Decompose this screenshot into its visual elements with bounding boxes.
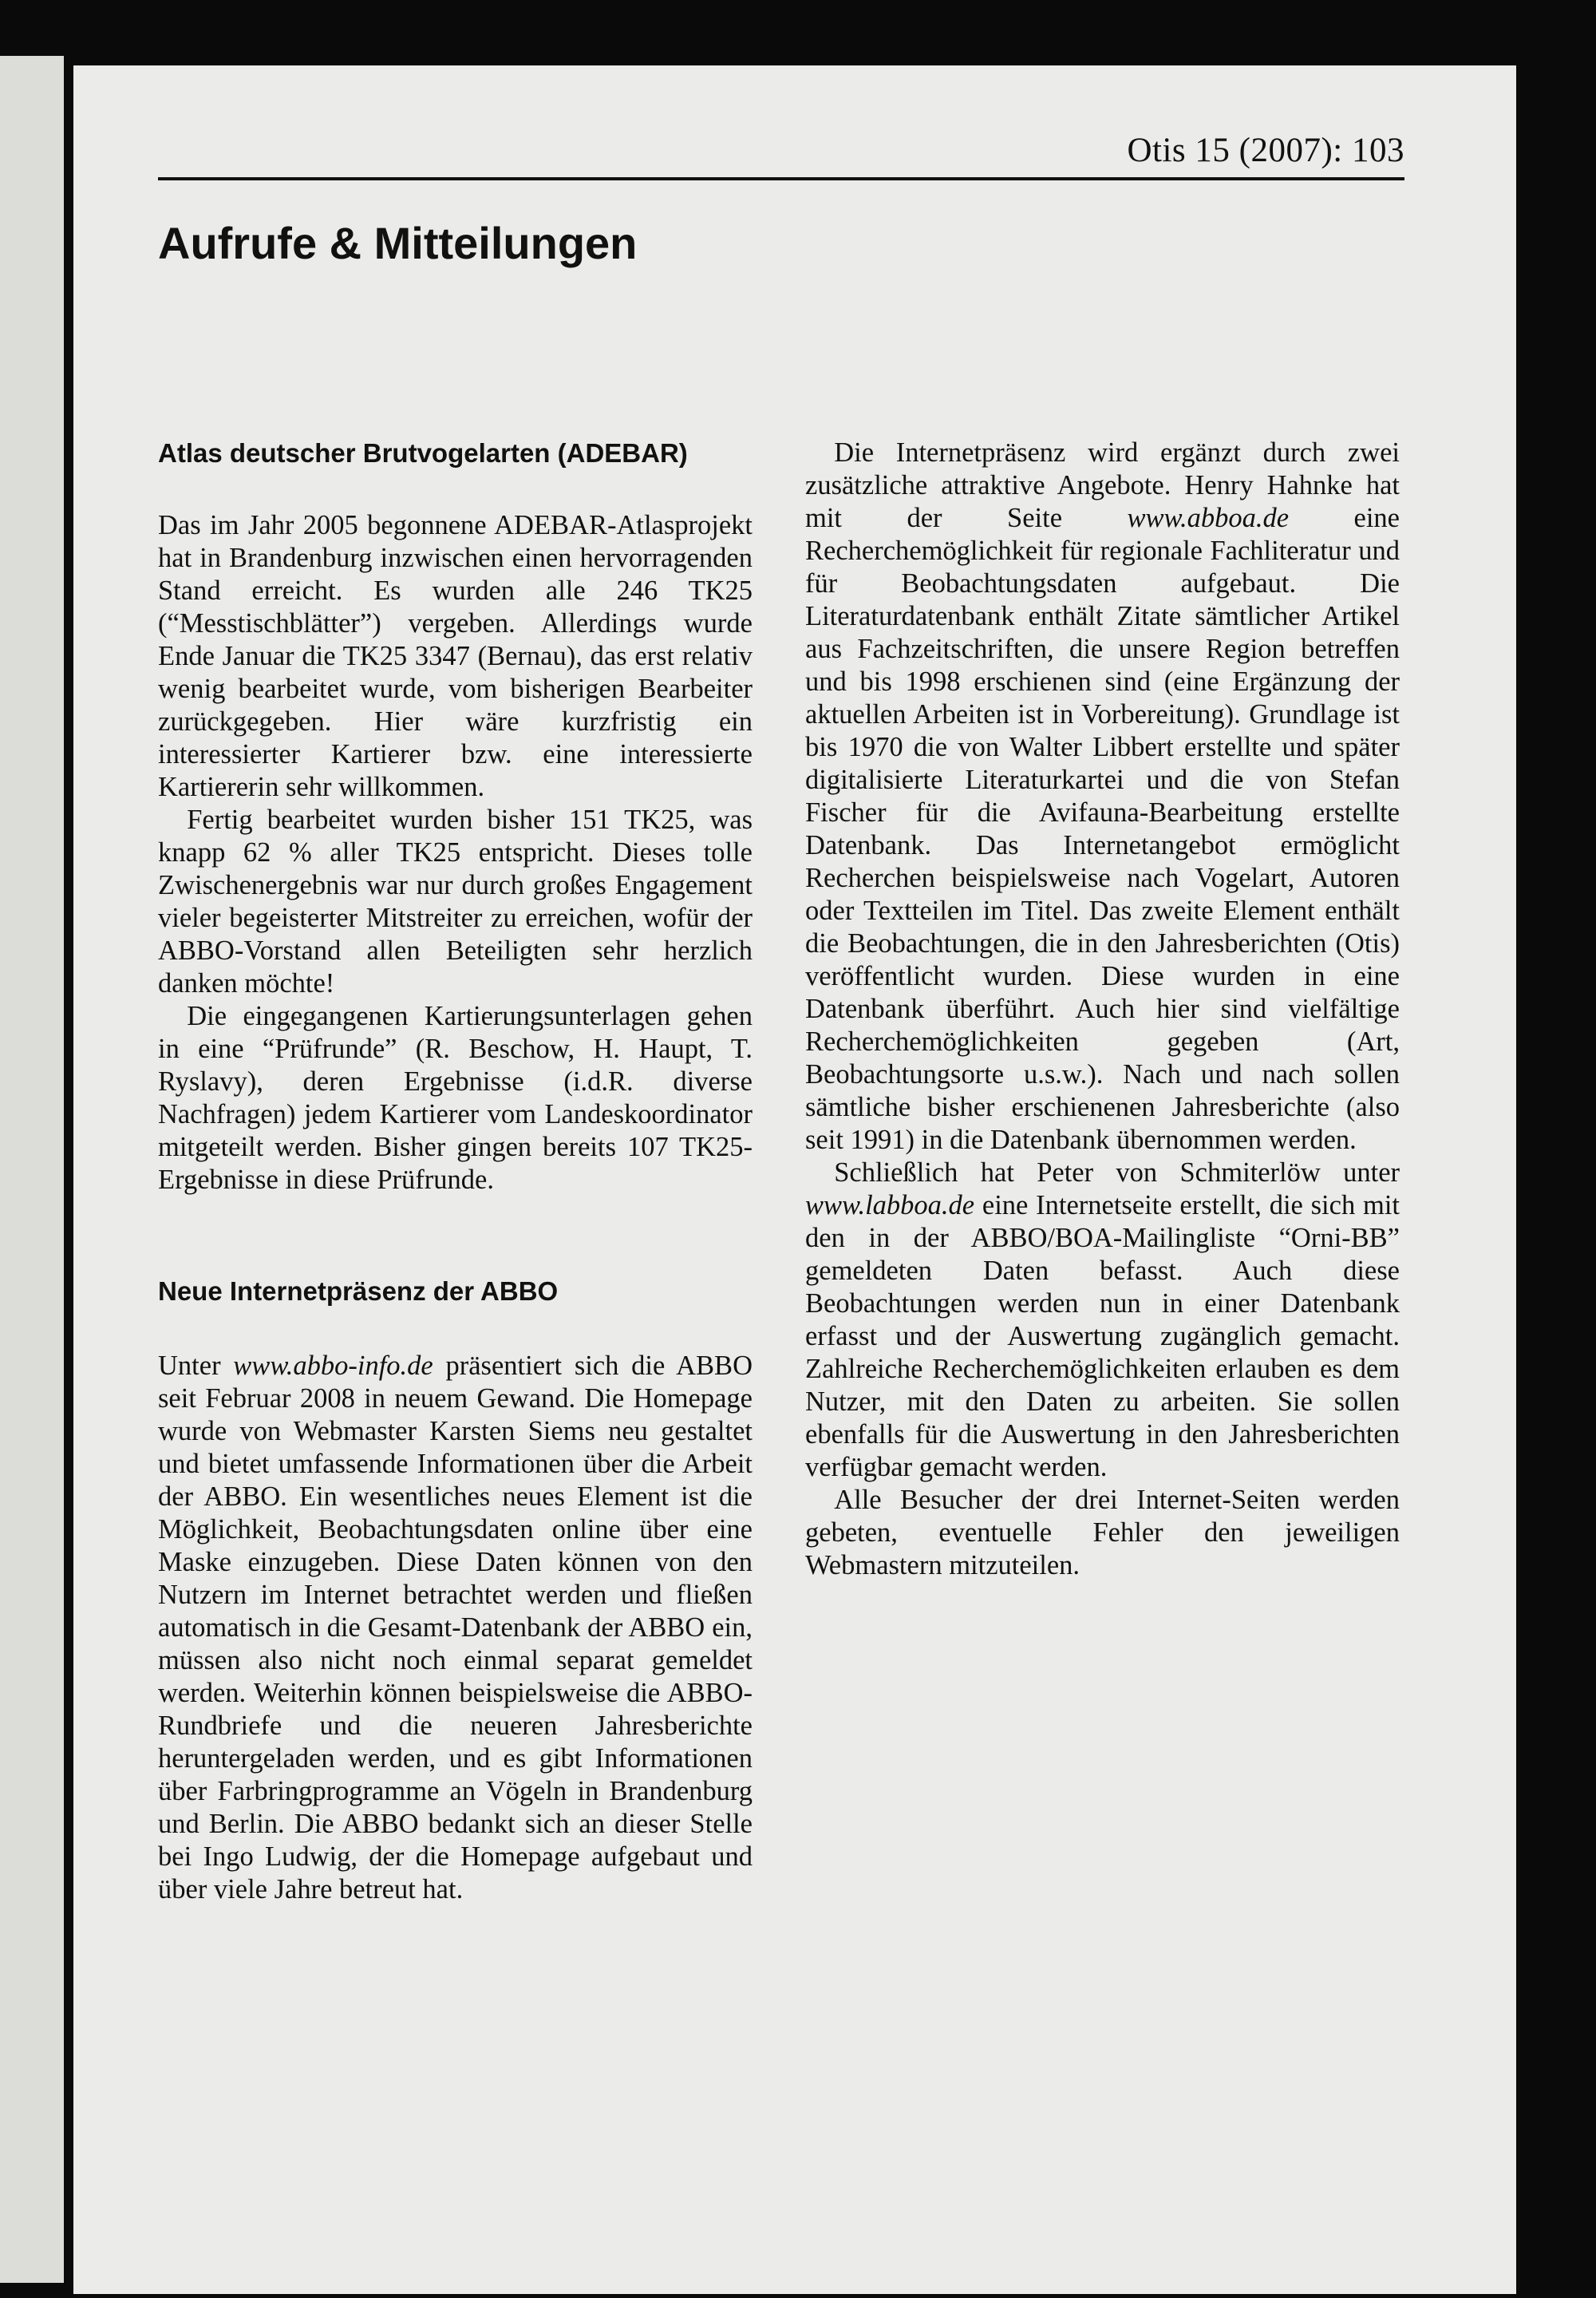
paragraph: Fertig bearbeitet wurden bisher 151 TK25, was knapp 62 % aller TK25 entspricht. Dieses tolle Zwischenergebnis war nur durch großes Engagement vieler begeisterter Mitstreiter zu erreichen, wofür der ABBO-Vorstand allen Beteiligten sehr herzlich danken möchte! — [158, 805, 753, 999]
paragraph — [805, 437, 1400, 1157]
paragraph — [158, 1350, 753, 1906]
text-span: eine Internetseite erstellt, die sich mit den in der ABBO/BOA-Mailingliste “Orni-BB” gemeldeten Daten befasst. Auch diese Beobachtungen werden nun in einer Datenbank erfasst und der Auswertung zugänglich gemacht. Zahlreiche Recherchemöglichkeiten erlauben es dem Nutzer, mit den Daten zu arbeiten. Sie sollen ebenfalls für die Auswertung in den Jahresberichten verfügbar gemacht werden. — [805, 1190, 1400, 1482]
paragraph — [805, 1157, 1400, 1484]
text-span: Die Internetpräsenz wird ergänzt durch zwei zusätzliche attraktive Angebote. Henry Hahnke hat mit der Seite — [805, 437, 1400, 533]
facing-page-edge — [0, 56, 64, 2283]
paragraph: Alle Besucher der drei Internet-Seiten werden gebeten, eventuelle Fehler den jeweiligen Webmastern mitzuteilen. — [805, 1485, 1400, 1580]
page — [73, 65, 1516, 2294]
header-rule — [158, 177, 1404, 180]
article-title-adebar: Atlas deutscher Brutvogelarten (ADEBAR) — [158, 438, 688, 468]
text-span: Schließlich hat Peter von Schmiterlöw unter — [834, 1157, 1400, 1188]
text-span: präsentiert sich die ABBO seit Februar 2008 in neuem Gewand. Die Homepage wurde von Webmaster Karsten Siems neu gestaltet und bietet umfassende Informationen über die Arbeit der ABBO. Ein wesentliches neues Element ist die Möglichkeit, Beobachtungsdaten online über eine Maske einzugeben. Diese Daten können von den Nutzern im Internet betrachtet werden und fließen automatisch in die Gesamt-Datenbank der ABBO ein, müssen also nicht noch einmal separat gemeldet werden. Weiterhin können beispielsweise die ABBO-Rundbriefe und die neueren Jahresberichte heruntergeladen werden, und es gibt Informationen über Farbringprogramme an Vögeln in Brandenburg und Berlin. Die ABBO bedankt sich an dieser Stelle bei Ingo Ludwig, der die Homepage aufgebaut und über viele Jahre betreut hat. — [158, 1351, 753, 1904]
url-link[interactable]: www.abboa.de — [1127, 503, 1290, 533]
text-span: eine Recherchemöglichkeit für regionale Fachliteratur und für Beobachtungsdaten aufgebaut. Die Literaturdatenbank enthält Zitate sämtlicher Artikel aus Fachzeitschriften, die unsere Region betreffen und bis 1998 erschienen sind (eine Ergänzung der aktuellen Arbeiten ist in Vorbereitung). Grundlage ist bis 1970 die von Walter Libbert erstellte und später digitalisierte Literaturkartei und die von Stefan Fischer für die Avifauna-Bearbeitung erstellte Datenbank. Das Internetangebot ermöglicht Recherchen beispielsweise nach Vogelart, Autoren oder Textteilen im Titel. Das zweite Element enthält die Beobachtungen, die in den Jahresberichten (Otis) veröffentlicht wurden. Diese wurden in eine Datenbank überführt. Auch hier sind vielfältige Recherchemöglichkeiten gegeben (Art, Beobachtungsorte u.s.w.). Nach und nach sollen sämtliche bisher erschienenen Jahresberichte (also seit 1991) in die Datenbank übernommen werden. — [805, 503, 1400, 1155]
paragraph: Die eingegangenen Kartierungsunterlagen gehen in eine “Prüfrunde” (R. Beschow, H. Haupt, T. Ryslavy), deren Ergebnisse (i.d.R. diverse Nachfragen) jedem Kartierer vom Landeskoordinator mitgeteilt werden. Bisher gingen bereits 107 TK25-Ergebnisse in diese Prüfrunde. — [158, 1001, 753, 1195]
url-link[interactable]: www.abbo-info.de — [233, 1351, 433, 1381]
paragraph: Das im Jahr 2005 begonnene ADEBAR-Atlasprojekt hat in Brandenburg inzwischen einen hervorragenden Stand erreicht. Es wurden alle 246 TK25 (“Messtischblätter”) vergeben. Allerdings wurde Ende Januar die TK25 3347 (Bernau), das erst relativ wenig bearbeitet wurde, vom bisherigen Bearbeiter zurückgegeben. Hier wäre kurzfristig ein interessierter Kartierer bzw. eine interessierte Kartiererin sehr willkommen. — [158, 510, 753, 802]
url-link[interactable]: www.labboa.de — [805, 1190, 975, 1220]
article-title-internet: Neue Internetpräsenz der ABBO — [158, 1276, 559, 1306]
text-span: Unter — [158, 1351, 234, 1381]
running-head: Otis 15 (2007): 103 — [1127, 132, 1404, 169]
left-column — [158, 437, 753, 1906]
right-column — [805, 437, 1400, 1582]
section-title: Aufrufe & Mitteilungen — [158, 218, 638, 268]
